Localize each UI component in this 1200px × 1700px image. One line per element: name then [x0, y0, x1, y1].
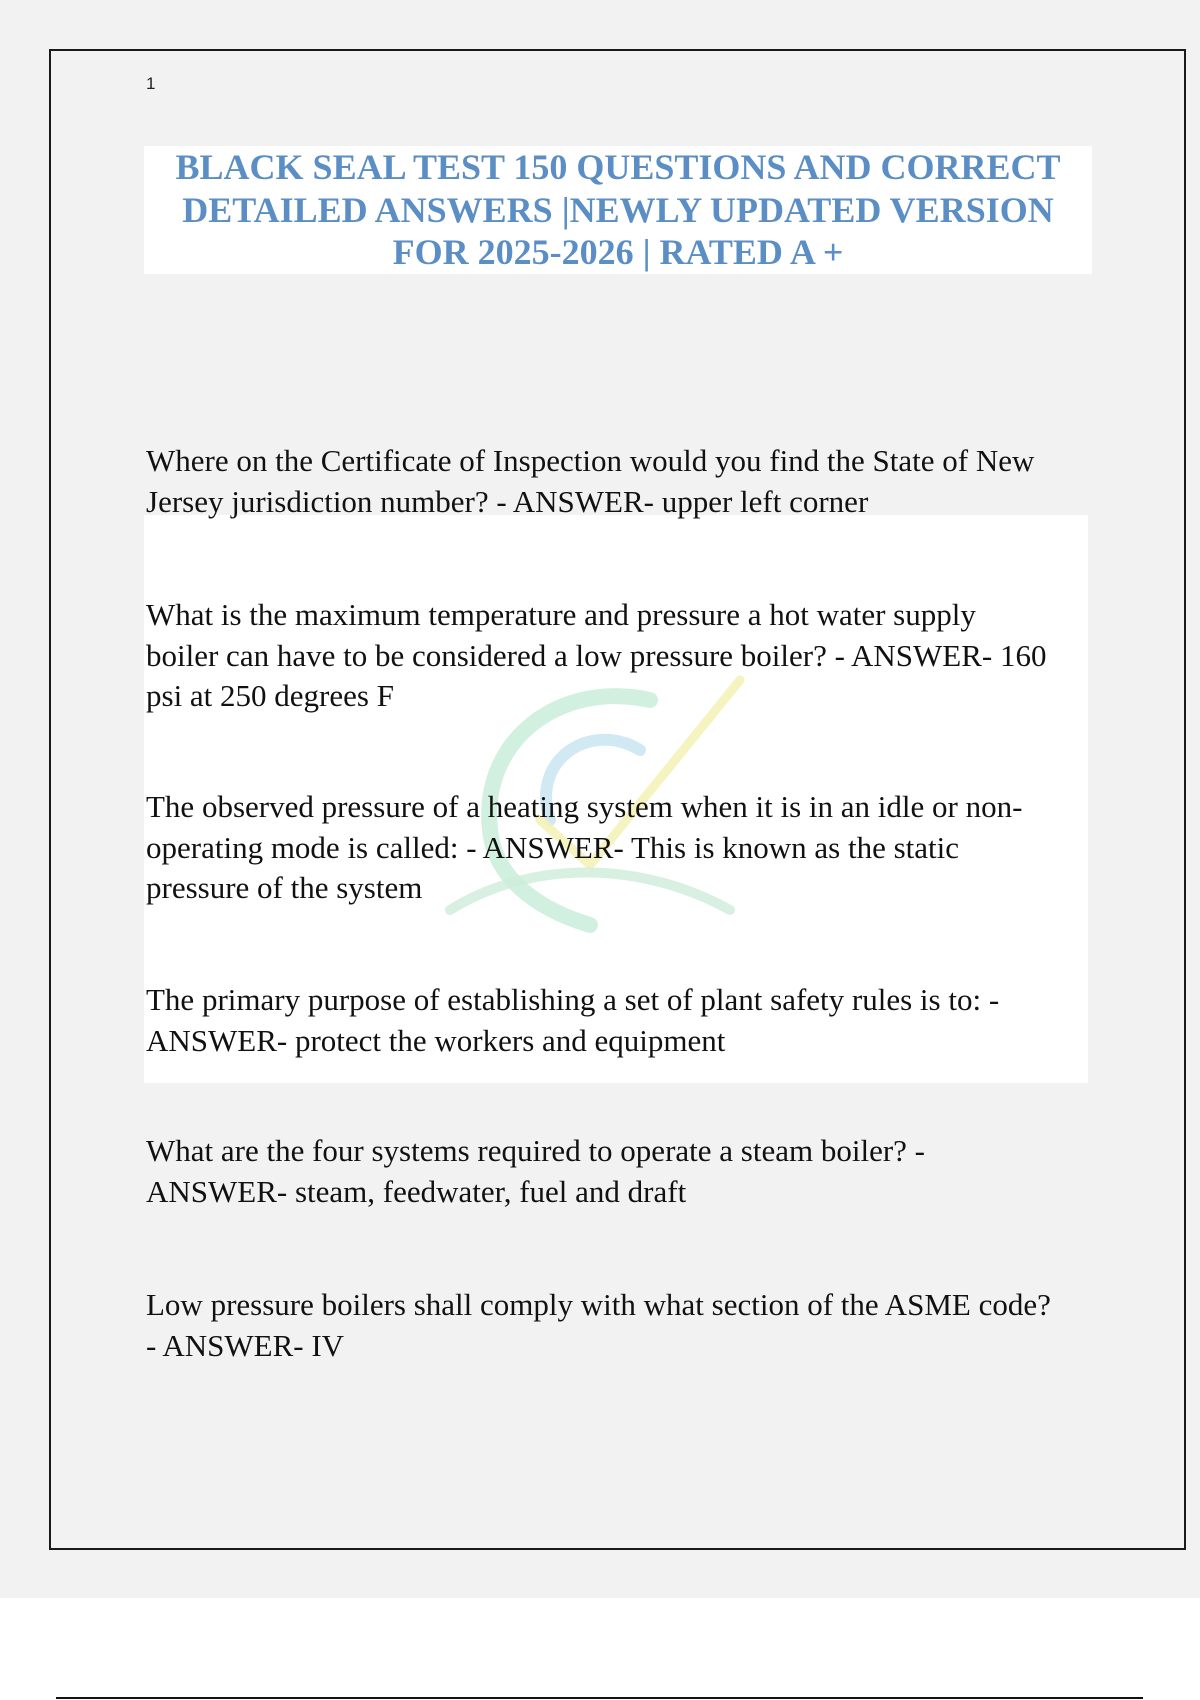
document-title: BLACK SEAL TEST 150 QUESTIONS AND CORRECT DETAILED ANSWERS |NEWLY UPDATED VERSION FOR 2025-2026 | RATED A + — [175, 147, 1061, 272]
qa-item: Low pressure boilers shall comply with what section of the ASME code? - ANSWER- IV — [146, 1287, 1051, 1363]
qa-item: The primary purpose of establishing a set of plant safety rules is to: - ANSWER- protect the workers and equipment — [146, 982, 1000, 1058]
qa-item: What is the maximum temperature and pressure a hot water supply boiler can have to be considered a low pressure boiler? - ANSWER- 160 psi at 250 degrees F — [146, 597, 1047, 713]
qa-item: Where on the Certificate of Inspection would you find the State of New Jersey jurisdiction number? - ANSWER- upper left corner — [146, 443, 1035, 519]
next-page-divider — [56, 1697, 1143, 1699]
qa-item: The observed pressure of a heating system when it is in an idle or non- operating mode is called: - ANSWER- This is known as the static pressure of the system — [146, 789, 1023, 905]
page-number: 1 — [146, 74, 156, 93]
qa-item: What are the four systems required to operate a steam boiler? - ANSWER- steam, feedwater, fuel and draft — [146, 1133, 925, 1209]
